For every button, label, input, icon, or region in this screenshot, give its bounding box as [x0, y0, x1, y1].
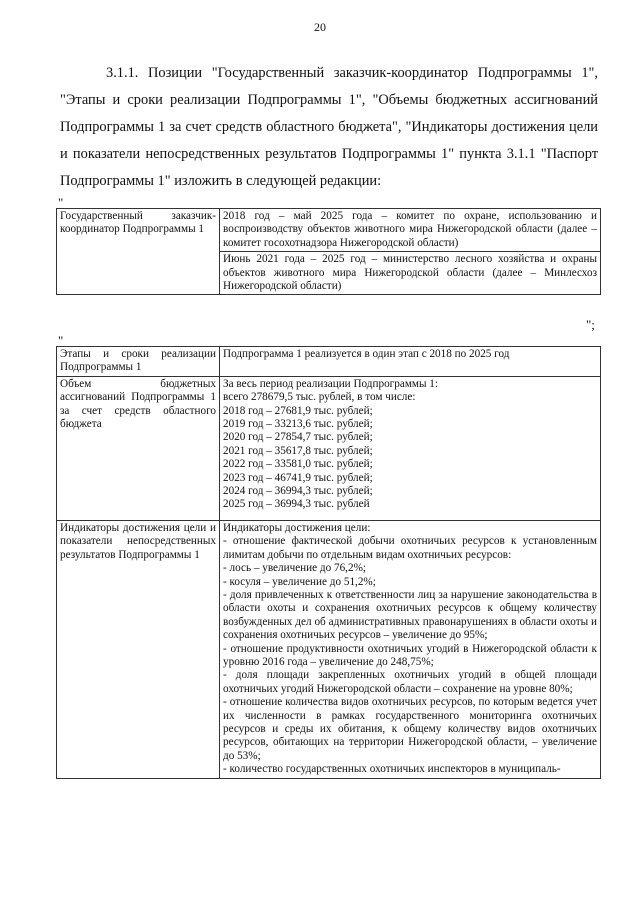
row-value-stages — [220, 347, 601, 377]
budget-line: 2021 год – 35617,8 тыс. рублей; — [223, 444, 373, 457]
row-label-budget: Объем бюджетных ассигнований Подпрограммы 1 за счет средств областного бюджета — [57, 376, 220, 520]
passport-table-customer — [56, 208, 601, 295]
table-row — [57, 347, 601, 377]
indicator-line: Индикаторы достижения цели: — [223, 521, 371, 534]
budget-line: всего 278679,5 тыс. рублей, в том числе: — [223, 391, 416, 404]
indicator-line: - отношение продуктивности охотничьих угодий в Нижегородской области к уровню 2016 года – увеличение до 248,75%; — [223, 642, 597, 668]
opening-quote-2: " — [58, 333, 64, 348]
page-number: 20 — [314, 20, 326, 34]
closing-quote-1: "; — [586, 317, 595, 332]
budget-line: 2023 год – 46741,9 тыс. рублей; — [223, 471, 373, 484]
budget-line: 2022 год – 33581,0 тыс. рублей; — [223, 458, 373, 471]
table-row — [57, 520, 601, 778]
row-label-stages: Этапы и сроки реализации Подпрограммы 1 — [57, 347, 220, 377]
row-value-budget — [220, 376, 601, 520]
indicator-line: - количество государственных охотничьих инспекторов в муниципаль- — [223, 763, 561, 776]
budget-line: 2025 год – 36994,3 тыс. рублей — [223, 498, 370, 511]
budget-line: 2024 год – 36994,3 тыс. рублей; — [223, 485, 373, 498]
row-value-ministry — [220, 252, 601, 295]
indicator-line: - доля площади закрепленных охотничьих угодий в общей площади охотничьих угодий Нижегородской области – сохранение на уровне 80%; — [223, 669, 597, 695]
budget-line: За весь период реализации Подпрограммы 1: — [223, 377, 438, 390]
customer-period-2: Июнь 2021 года – 2025 год – министерство лесного хозяйства и охраны объектов животного мира Нижегородской области (далее – Минлесхоз Нижегородской области) — [223, 253, 597, 293]
row-value-indicators — [220, 520, 601, 778]
indicator-line: - лось – увеличение до 76,2%; — [223, 562, 366, 575]
table-row — [57, 376, 601, 520]
stages-text: Подпрограмма 1 реализуется в один этап с 2018 по 2025 год — [223, 348, 510, 360]
budget-line: 2020 год – 27854,7 тыс. рублей; — [223, 431, 373, 444]
budget-line: 2019 год – 33213,6 тыс. рублей; — [223, 418, 373, 431]
indicator-line: - отношение фактической добычи охотничьих ресурсов к установленным лимитам добычи по отдельным видам охотничьих ресурсов: — [223, 535, 597, 561]
customer-period-1: 2018 год – май 2025 года – комитет по охране, использованию и воспроизводству объектов животного мира Нижегородской области (далее – комитет госохотнадзора Нижегородской области) — [223, 210, 597, 249]
budget-line: 2018 год – 27681,9 тыс. рублей; — [223, 404, 373, 417]
indicator-line: - косуля – увеличение до 51,2%; — [223, 575, 376, 588]
table-row — [57, 209, 601, 252]
row-label-indicators: Индикаторы достижения цели и показатели непосредственных результатов Подпрограммы 1 — [57, 520, 220, 778]
opening-quote-1: " — [58, 195, 64, 210]
row-label-customer: Государственный заказчик-координатор Подпрограммы 1 — [57, 209, 220, 295]
row-value-committee — [220, 209, 601, 252]
indicator-line: - отношение количества видов охотничьих ресурсов, по которым ведется учет их численности в рамках государственного мониторинга охотничьих ресурсов и среды их обитания, к общему количеству видов охотничьих ресурсов, обитающих на территории Нижегородской области, – увеличение до 53%; — [223, 696, 597, 762]
passport-table-main — [56, 346, 601, 779]
indicator-line: - доля привлеченных к ответственности лиц за нарушение законодательства в области охоты и сохранения охотничьих ресурсов к общему количеству возбужденных дел об административных правонарушениях в области охоты и сохранения охотничьих ресурсов – увеличение до 95%; — [223, 588, 597, 642]
intro-paragraph: 3.1.1. Позиции "Государственный заказчик-координатор Подпрограммы 1", "Этапы и сроки реализации Подпрограммы 1", "Объемы бюджетных ассигнований Подпрограммы 1 за счет средств областного бюджета", "Индикаторы достижения цели и показатели непосредственных результатов Подпрограммы 1" пункта 3.1.1 "Паспорт Подпрограммы 1" изложить в следующей редакции: — [60, 65, 598, 189]
